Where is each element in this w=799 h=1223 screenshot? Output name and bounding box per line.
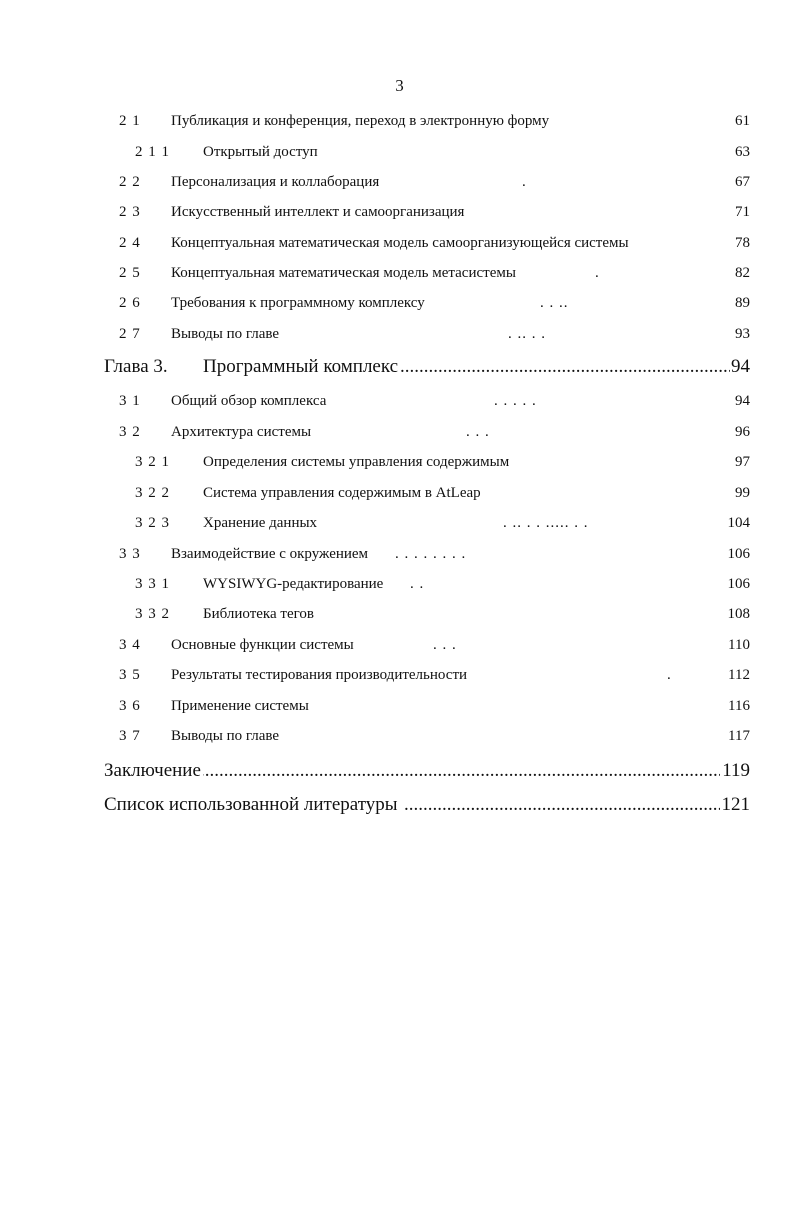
dot-leader [200, 758, 720, 784]
section-title: Основные функции системы [171, 637, 354, 653]
section-page: 78 [735, 235, 750, 251]
section-title: Общий обзор комплекса [171, 393, 327, 409]
toc-entry [0, 110, 799, 132]
section-number: 3 3 [119, 546, 141, 562]
section-dots: . [522, 174, 527, 190]
section-page: 61 [735, 113, 750, 129]
bibliography-page: 121 [722, 792, 751, 818]
section-dots: . . [410, 576, 425, 592]
section-dots: . [667, 667, 672, 683]
chapter-page: 94 [731, 354, 750, 380]
section-title: Выводы по главе [171, 728, 280, 744]
section-page: 89 [735, 295, 750, 311]
section-dots: . [595, 265, 600, 281]
chapter-number: Глава 3. [104, 356, 168, 377]
bibliography-title: Список использованной литературы [104, 792, 400, 818]
section-number: 2 7 [119, 326, 141, 342]
toc-entry [0, 141, 799, 163]
section-number: 3 5 [119, 667, 141, 683]
section-title: WYSIWYG-редактирование [203, 576, 384, 592]
section-title: Система управления содержимым в AtLeap [203, 485, 481, 501]
toc-conclusion-entry [0, 758, 799, 784]
section-dots: . . . . . [494, 393, 537, 409]
section-page: 106 [727, 546, 750, 562]
section-page: 93 [735, 326, 750, 342]
section-number: 2 2 [119, 174, 141, 190]
section-page: 63 [735, 144, 750, 160]
section-dots: . .. . . ..... . . [503, 515, 589, 531]
toc-entry [0, 323, 799, 345]
section-number: 3 7 [119, 728, 141, 744]
section-title: Публикация и конференция, переход в электронную форму [171, 113, 550, 129]
toc-entry [0, 451, 799, 473]
section-title: Требования к программному комплексу [171, 295, 425, 311]
section-page: 82 [735, 265, 750, 281]
section-title: Взаимодействие с окружением [171, 546, 369, 562]
toc-entry [0, 603, 799, 625]
section-title: Концептуальная математическая модель метасистемы [171, 265, 516, 281]
toc-entry [0, 725, 799, 747]
conclusion-page: 119 [722, 758, 750, 784]
section-dots: . . . [466, 424, 490, 440]
toc-entry [0, 171, 799, 193]
section-number: 2 5 [119, 265, 141, 281]
section-page: 94 [735, 393, 750, 409]
section-title: Определения системы управления содержимым [203, 454, 510, 470]
toc-entry [0, 695, 799, 717]
section-title: Персонализация и коллаборация [171, 174, 380, 190]
section-number: 3 2 [119, 424, 141, 440]
section-number: 2 4 [119, 235, 141, 251]
section-number: 2 3 [119, 204, 141, 220]
section-page: 116 [728, 698, 750, 714]
section-dots: . . . . . . . . [395, 546, 467, 562]
toc-entry [0, 232, 799, 254]
conclusion-title: Заключение [104, 758, 203, 784]
section-page: 99 [735, 485, 750, 501]
toc-entry [0, 201, 799, 223]
section-title: Концептуальная математическая модель самоорганизующейся системы [171, 235, 629, 251]
toc-entry [0, 421, 799, 443]
section-page: 108 [727, 606, 750, 622]
section-number: 2 1 1 [135, 144, 170, 160]
section-title: Выводы по главе [171, 326, 280, 342]
section-page: 97 [735, 454, 750, 470]
section-dots: . . .. [540, 295, 569, 311]
section-title: Архитектура системы [171, 424, 312, 440]
toc-entry [0, 482, 799, 504]
section-page: 117 [728, 728, 750, 744]
dot-leader [404, 792, 720, 818]
section-title: Открытый доступ [203, 144, 318, 160]
section-title: Библиотека тегов [203, 606, 314, 622]
section-title: Искусственный интеллект и самоорганизация [171, 204, 465, 220]
toc-entry [0, 512, 799, 534]
chapter-title: Программный комплекс [203, 354, 400, 380]
section-dots: . .. . . [508, 326, 546, 342]
section-number: 3 1 [119, 393, 141, 409]
section-page: 106 [727, 576, 750, 592]
section-number: 2 6 [119, 295, 141, 311]
toc-entry [0, 664, 799, 686]
dot-leader [400, 354, 730, 380]
toc-bibliography-entry [0, 792, 799, 818]
section-page: 67 [735, 174, 750, 190]
section-dots: . . . [433, 637, 457, 653]
toc-entry [0, 292, 799, 314]
section-title: Применение системы [171, 698, 309, 714]
section-number: 3 2 1 [135, 454, 170, 470]
page-number: 3 [395, 76, 404, 95]
section-page: 96 [735, 424, 750, 440]
section-page: 104 [727, 515, 750, 531]
section-number: 3 6 [119, 698, 141, 714]
toc-entry [0, 262, 799, 284]
section-number: 2 1 [119, 113, 141, 129]
section-number: 3 3 2 [135, 606, 170, 622]
toc-entry [0, 543, 799, 565]
section-page: 110 [728, 637, 750, 653]
section-title: Результаты тестирования производительности [171, 667, 468, 683]
toc-chapter-entry [0, 354, 799, 380]
section-number: 3 4 [119, 637, 141, 653]
section-number: 3 2 3 [135, 515, 170, 531]
toc-entry [0, 634, 799, 656]
section-page: 71 [735, 204, 750, 220]
toc-entry [0, 390, 799, 412]
section-number: 3 2 2 [135, 485, 170, 501]
toc-entry [0, 573, 799, 595]
section-number: 3 3 1 [135, 576, 170, 592]
section-title: Хранение данных [203, 515, 318, 531]
section-page: 112 [728, 667, 750, 683]
